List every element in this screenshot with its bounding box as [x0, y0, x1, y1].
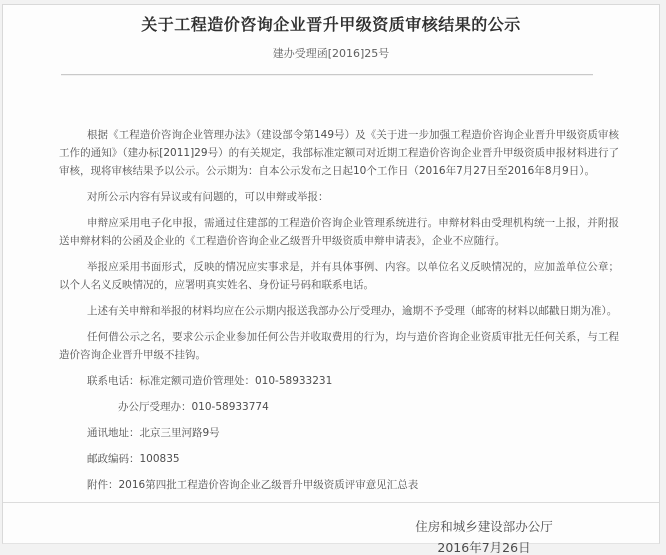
attachment-line: 附件：2016第四批工程造价咨询企业乙级晋升甲级资质评审意见汇总表	[87, 479, 419, 491]
postal-code-line: 邮政编码：100835	[87, 453, 180, 465]
document-header	[3, 5, 659, 76]
signature-block	[409, 519, 559, 555]
header-divider	[61, 74, 593, 76]
paragraph-objection-notice: 对所公示内容有异议或有问题的，可以申辩或举报：	[87, 191, 329, 203]
signature-org: 住房和城乡建设部办公厅	[415, 519, 553, 534]
announcement-page	[2, 4, 660, 555]
signature-date: 2016年7月26日	[437, 540, 531, 555]
page-title: 关于工程造价咨询企业晋升甲级资质审核结果的公示	[141, 15, 521, 34]
document-number: 建办受理函[2016]25号	[272, 47, 390, 60]
announcement-body	[59, 126, 619, 494]
paragraph-report-procedure: 举报应采用书面形式，反映的情况应实事求是，并有具体事例、内容。以单位名义反映情况的，应加盖单位公章；以个人名义反映情况的，应署明真实姓名、身份证号码和联系电话。	[59, 261, 619, 291]
paragraph-appeal-procedure: 申辩应采用电子化申报，需通过住建部的工程造价咨询企业管理系统进行。申辩材料由受理机构统一上报，并附报送申辩材料的公函及企业的《工程造价咨询企业乙级晋升甲级资质申辩申请表》，企业不应随行。	[59, 217, 619, 247]
paragraph-disclaimer: 任何借公示之名，要求公示企业参加任何公告并收取费用的行为，均与造价咨询企业资质审批无任何关系，与工程造价咨询企业晋升甲级不挂钩。	[59, 331, 619, 361]
paragraph-deadline-notice: 上述有关申辩和举报的材料均应在公示期内报送我部办公厅受理办，逾期不予受理（邮寄的材料以邮戳日期为准）。	[87, 305, 618, 317]
address-line: 通讯地址：北京三里河路9号	[87, 427, 220, 439]
office-phone-line: 办公厅受理办：010-58933774	[118, 401, 269, 413]
footer-divider	[3, 502, 659, 503]
contact-phone-line: 联系电话：标准定额司造价管理处：010-58933231	[87, 375, 333, 387]
paragraph-basis: 根据《工程造价咨询企业管理办法》（建设部令第149号）及《关于进一步加强工程造价咨询企业晋升甲级资质审核工作的通知》（建办标[2011]29号）的有关规定，我部标准定额司对近期工程造价咨询企业晋升甲级资质申报材料进行了审核，现将审核结果予以公示。公示期为：自本公示发布之日起10个工作日（2016年7月27日至2016年8月9日）。	[59, 129, 619, 177]
